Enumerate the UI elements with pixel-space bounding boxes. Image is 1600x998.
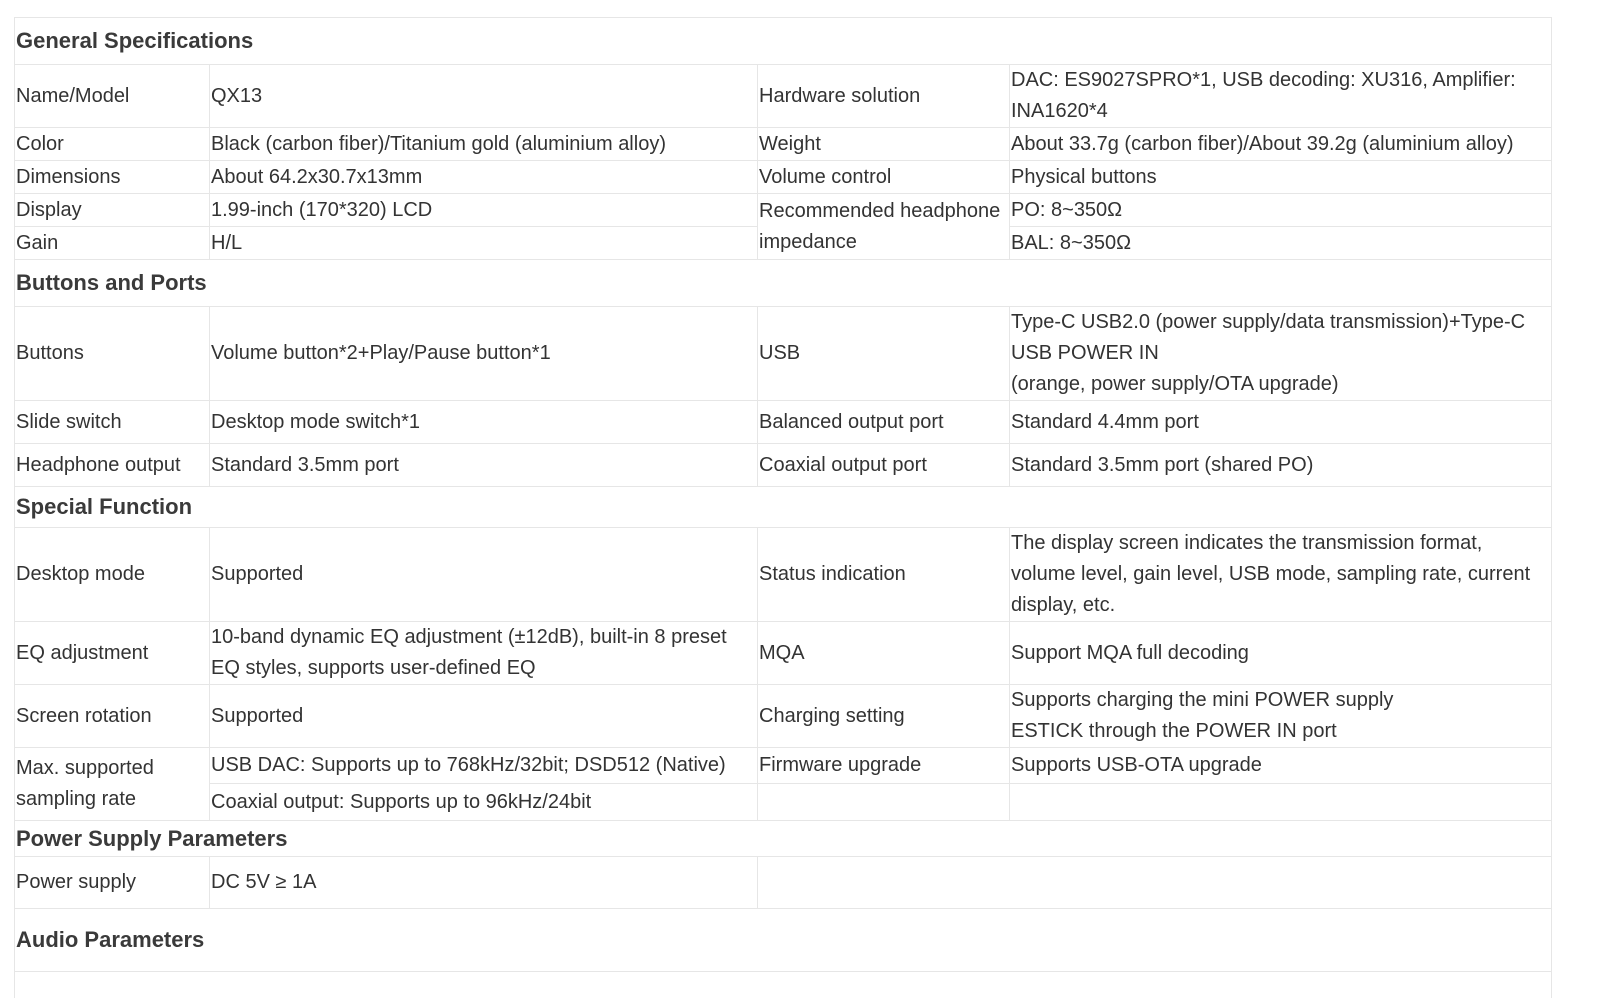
volume-control-label: Volume control [757, 161, 1010, 194]
usb-label: USB [757, 307, 1010, 401]
headphone-output-label: Headphone output [14, 444, 210, 487]
screen-rotation-label: Screen rotation [14, 685, 210, 748]
table-row-group [14, 194, 1552, 260]
audio-table-body [14, 972, 1552, 998]
table-row [14, 528, 1552, 622]
table-row [14, 972, 1552, 998]
table-row [14, 857, 1552, 909]
section-header-general: General Specifications [14, 17, 1552, 65]
sampling-coax-value: Coaxial output: Supports up to 96kHz/24bit [209, 784, 758, 821]
table-row [14, 622, 1552, 685]
sampling-usb-value: USB DAC: Supports up to 768kHz/32bit; DSD512 (Native) [209, 748, 758, 784]
usb-value-line1: Type-C USB2.0 (power supply/data transmission)+Type-C USB POWER IN [1011, 311, 1526, 364]
charging-setting-value [1009, 685, 1552, 748]
section-header-power-supply: Power Supply Parameters [14, 821, 1552, 857]
section-header-buttons-ports: Buttons and Ports [14, 260, 1552, 307]
table-row [14, 444, 1552, 487]
color-label: Color [14, 128, 210, 161]
firmware-upgrade-label: Firmware upgrade [757, 748, 1010, 784]
balanced-port-label: Balanced output port [757, 401, 1010, 444]
table-row [14, 401, 1552, 444]
table-row [14, 65, 1552, 128]
slide-switch-value: Desktop mode switch*1 [209, 401, 758, 444]
table-row [14, 307, 1552, 401]
section-header-special-function: Special Function [14, 487, 1552, 528]
desktop-mode-label: Desktop mode [14, 528, 210, 622]
weight-value: About 33.7g (carbon fiber)/About 39.2g (aluminium alloy) [1009, 128, 1552, 161]
empty-cell [757, 784, 1010, 821]
headphone-output-value: Standard 3.5mm port [209, 444, 758, 487]
screen-rotation-value: Supported [209, 685, 758, 748]
firmware-upgrade-value: Supports USB-OTA upgrade [1009, 748, 1552, 784]
buttons-value: Volume button*2+Play/Pause button*1 [209, 307, 758, 401]
gain-label: Gain [14, 227, 210, 260]
power-supply-value: DC 5V ≥ 1A [209, 857, 758, 909]
balanced-port-value: Standard 4.4mm port [1009, 401, 1552, 444]
weight-label: Weight [757, 128, 1010, 161]
dimensions-value: About 64.2x30.7x13mm [209, 161, 758, 194]
name-model-value: QX13 [209, 65, 758, 128]
eq-adjustment-label: EQ adjustment [14, 622, 210, 685]
charging-setting-label: Charging setting [757, 685, 1010, 748]
buttons-label: Buttons [14, 307, 210, 401]
charging-value-line2: ESTICK through the POWER IN port [1011, 720, 1337, 742]
desktop-mode-value: Supported [209, 528, 758, 622]
empty-cell [757, 857, 1552, 909]
impedance-bal-value: BAL: 8~350Ω [1009, 227, 1552, 260]
charging-value-line1: Supports charging the mini POWER supply [1011, 689, 1394, 711]
gain-value: H/L [209, 227, 758, 260]
mqa-value: Support MQA full decoding [1009, 622, 1552, 685]
section-header-audio: Audio Parameters [14, 909, 1552, 972]
empty-cell [1009, 784, 1552, 821]
table-row [14, 685, 1552, 748]
impedance-label: Recommended headphone impedance [757, 194, 1010, 260]
status-indication-value: The display screen indicates the transmission format, volume level, gain level, USB mode, sampling rate, current display, etc. [1009, 528, 1552, 622]
display-label: Display [14, 194, 210, 227]
power-supply-label: Power supply [14, 857, 210, 909]
table-row-group [14, 748, 1552, 821]
dimensions-label: Dimensions [14, 161, 210, 194]
table-row [14, 161, 1552, 194]
name-model-label: Name/Model [14, 65, 210, 128]
sampling-rate-label: Max. supported sampling rate [14, 748, 210, 821]
slide-switch-label: Slide switch [14, 401, 210, 444]
usb-value [1009, 307, 1552, 401]
hardware-label: Hardware solution [757, 65, 1010, 128]
mqa-label: MQA [757, 622, 1010, 685]
color-value: Black (carbon fiber)/Titanium gold (aluminium alloy) [209, 128, 758, 161]
display-value: 1.99-inch (170*320) LCD [209, 194, 758, 227]
eq-adjustment-value: 10-band dynamic EQ adjustment (±12dB), built-in 8 preset EQ styles, supports user-defined EQ [209, 622, 758, 685]
coaxial-port-label: Coaxial output port [757, 444, 1010, 487]
table-row [14, 128, 1552, 161]
status-indication-label: Status indication [757, 528, 1010, 622]
usb-value-line2: (orange, power supply/OTA upgrade) [1011, 373, 1339, 395]
impedance-po-value: PO: 8~350Ω [1009, 194, 1552, 227]
volume-control-value: Physical buttons [1009, 161, 1552, 194]
hardware-value: DAC: ES9027SPRO*1, USB decoding: XU316, Amplifier: INA1620*4 [1009, 65, 1552, 128]
coaxial-port-value: Standard 3.5mm port (shared PO) [1009, 444, 1552, 487]
